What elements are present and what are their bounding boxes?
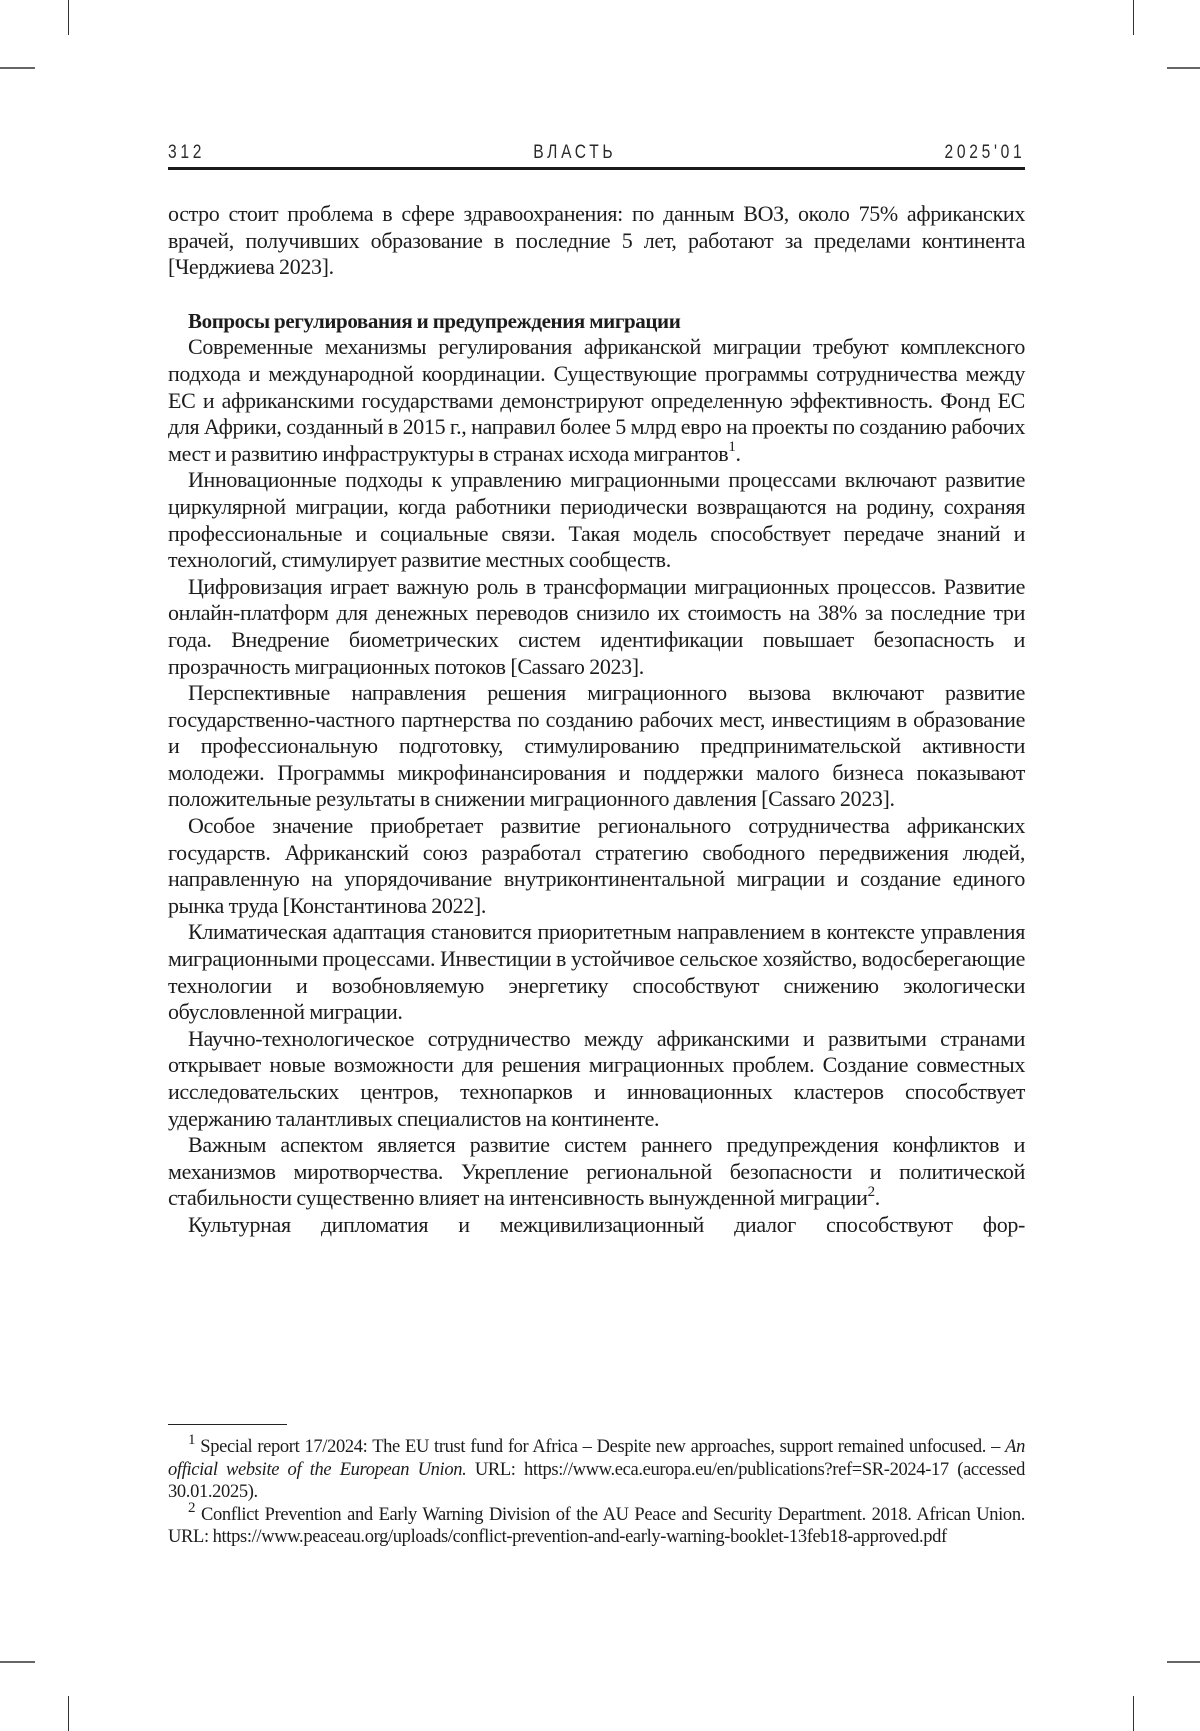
paragraph: Особое значение приобретает развитие регионального сотрудничества африканских государств. Африканский союз разработал стратегию свободного передвижения людей, направленную на упорядочивание внутриконтинентальной миграции и создание единого рынка труда [Константинова 2022].	[168, 813, 1025, 918]
paragraph: Перспективные направления решения миграционного вызова включают развитие государственно-частного партнерства по созданию рабочих мест, инвестициям в образование и профессиональную подготовку, стимулированию предпринимательской активности молодежи. Программы микрофинансирования и поддержки малого бизнеса показывают положительные результаты в снижении миграционного давления [Cassaro 2023].	[168, 680, 1025, 812]
page	[168, 136, 1025, 1239]
paragraph: Инновационные подходы к управлению миграционными процессами включают развитие циркулярной миграции, когда работники периодически возвращаются на родину, сохраняя профессиональные и социальные связи. Такая модель способствует передаче знаний и технологий, стимулирует развитие местных сообществ.	[168, 467, 1025, 573]
crop-mark-bottom-left	[68, 1696, 69, 1731]
footnotes	[168, 1431, 1025, 1549]
footnote-ref-2[interactable]: 2	[867, 1184, 875, 1201]
footnote-ref-1[interactable]: 1	[728, 439, 736, 456]
paragraph: Современные механизмы регулирования африканской миграции требуют комплексного подхода и международной координации. Существующие программы сотрудничества между ЕС и африканскими государствами демонстрируют определенную эффективность. Фонд ЕС для Африки, созданный в 2015 г., направил более 5 млрд евро на проекты по созданию рабочих мест и развитию инфраструктуры в странах исхода мигрантов$^1$.	[168, 334, 1025, 466]
section-heading: Вопросы регулирования и предупреждения миграции	[188, 308, 681, 333]
footnote-separator	[168, 1424, 287, 1425]
journal-title: ВЛАСТЬ	[533, 142, 617, 163]
crop-mark-top-left	[68, 0, 69, 35]
paragraph: Культурная дипломатия и межцивилизационный диалог способствуют фор-	[188, 1211, 1025, 1237]
article-body	[168, 201, 1025, 1239]
crop-mark-right-lower	[1167, 1661, 1200, 1663]
running-head	[168, 136, 1025, 164]
crop-mark-left-upper	[0, 67, 35, 69]
page-number: 312	[168, 142, 206, 163]
intro-paragraph: остро стоит проблема в сфере здравоохранения: по данным ВОЗ, около 75% африканских врачей, получивших образование в последние 5 лет, работают за пределами континента [Черджиева 2023].	[168, 201, 1025, 280]
crop-mark-left-lower	[0, 1661, 35, 1663]
crop-mark-bottom-right	[1133, 1696, 1134, 1731]
paragraph: Цифровизация играет важную роль в трансформации миграционных процессов. Развитие онлайн-платформ для денежных переводов снизило их стоимость на 38% за последние три года. Внедрение биометрических систем идентификации повышает безопасность и прозрачность миграционных потоков [Cassaro 2023].	[168, 573, 1025, 679]
footnote-1: $^1$ Special report 17/2024: The EU trust fund for Africa – Despite new approaches, support remained unfocused. – An official website of the European Union. URL: https://www.eca.europa.eu/en/publications?ref=SR-2024-17 (accessed 30.01.2025).	[168, 1431, 1025, 1503]
footnote-url[interactable]: Conflict Prevention and Early Warning Division of the AU Peace and Security Department. 2018. African Union. URL: https://www.peaceau.org/uploads/conflict-prevention-and-early-warning-booklet-13feb18-approved.pdf	[168, 1504, 1025, 1548]
footnote-number: 2	[188, 1499, 196, 1516]
header-rule	[168, 167, 1025, 170]
issue-number: 2025'01	[944, 142, 1026, 163]
paragraph: Научно-технологическое сотрудничество между африканскими и развитыми странами открывает новые возможности для решения миграционных проблем. Создание совместных исследовательских центров, технопарков и инновационных кластеров способствует удержанию талантливых специалистов на континенте.	[168, 1025, 1025, 1131]
footnote-2	[168, 1499, 1025, 1549]
footnote-url[interactable]: URL: https://www.eca.europa.eu/en/publications?ref=SR-2024-17 (accessed 30.01.2025).	[168, 1459, 1025, 1503]
source-title: An official website of the European Union.	[168, 1437, 1025, 1480]
paragraph: Важным аспектом является развитие систем раннего предупреждения конфликтов и механизмов миротворчества. Укрепление региональной безопасности и политической стабильности существенно влияет на интенсивность вынужденной миграции$^2$.	[168, 1132, 1025, 1211]
footnote-number: 1	[188, 1431, 196, 1448]
paragraph: Климатическая адаптация становится приоритетным направлением в контексте управления миграционными процессами. Инвестиции в устойчивое сельское хозяйство, водосберегающие технологии и возобновляемую энергетику способствуют снижению экологически обусловленной миграции.	[168, 919, 1025, 1025]
crop-mark-top-right	[1133, 0, 1134, 35]
crop-mark-right-upper	[1167, 67, 1200, 69]
